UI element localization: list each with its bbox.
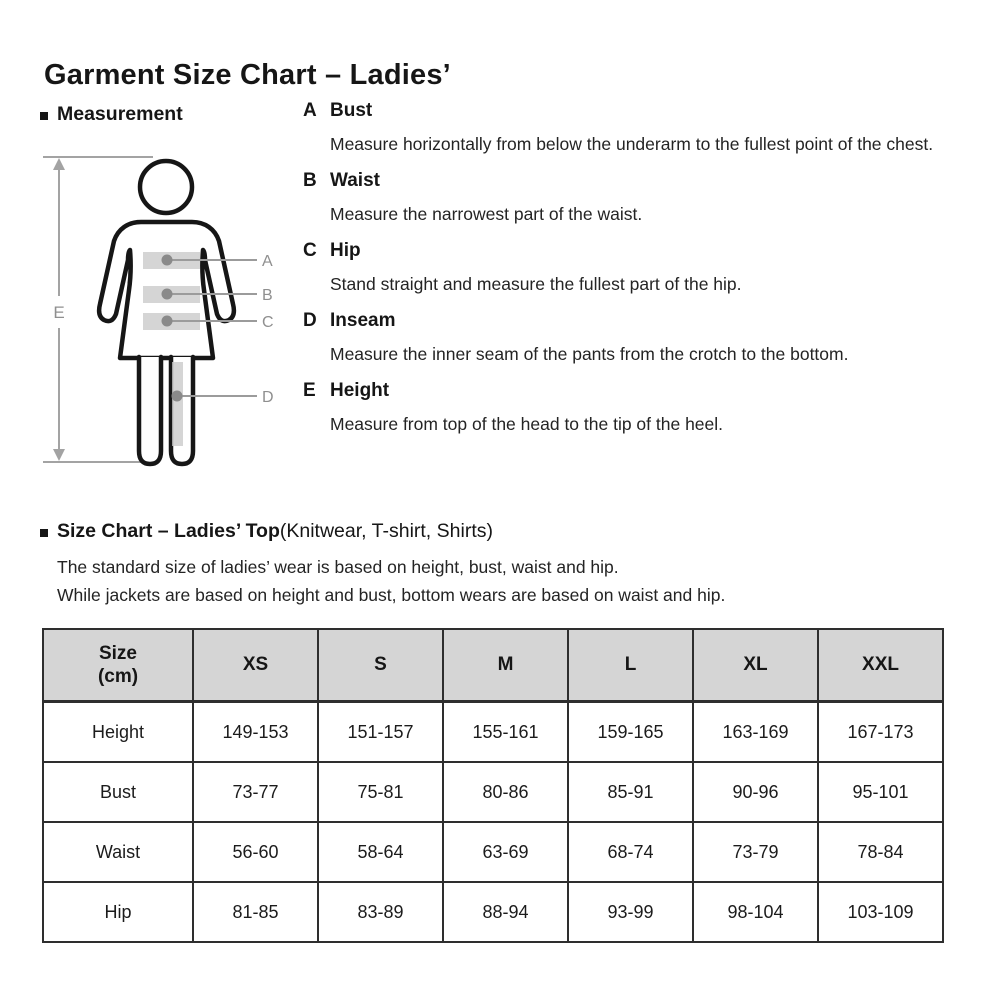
- woman-silhouette: [99, 161, 234, 464]
- size-chart-heading-normal: (Knitwear, T-shirt, Shirts): [279, 520, 493, 542]
- table-cell: 151-157: [318, 702, 443, 763]
- table-cell: 63-69: [443, 822, 568, 882]
- definition-letter: A: [303, 100, 317, 121]
- column-header-xs: XS: [193, 629, 318, 702]
- definition-height: [303, 380, 963, 438]
- table-cell: 78-84: [818, 822, 943, 882]
- figure-letter-labels: [262, 253, 274, 406]
- definition-description: Measure the narrowest part of the waist.: [330, 204, 643, 224]
- page-title: Garment Size Chart – Ladies’: [44, 59, 451, 92]
- row-label: Waist: [43, 822, 193, 882]
- table-cell: 167-173: [818, 702, 943, 763]
- size-chart-intro: [57, 553, 960, 609]
- definition-letter: D: [303, 310, 317, 331]
- definition-term: Waist: [330, 170, 380, 191]
- bullet-square-icon: [40, 112, 48, 120]
- definition-term: Inseam: [330, 310, 396, 331]
- intro-line-1: The standard size of ladies’ wear is based on height, bust, waist and hip.: [57, 557, 619, 577]
- figure-label-e: E: [53, 303, 65, 322]
- measurement-heading-label: Measurement: [57, 103, 183, 125]
- measurement-figure: [35, 138, 285, 478]
- figure-label-c: C: [262, 314, 274, 331]
- row-label: Height: [43, 702, 193, 763]
- arrow-up-icon: [53, 158, 65, 170]
- table-cell: 73-79: [693, 822, 818, 882]
- size-chart-section: [40, 520, 960, 943]
- left-leg-outline: [139, 357, 161, 464]
- definition-letter: B: [303, 170, 317, 191]
- size-table: [42, 628, 944, 943]
- table-cell: 85-91: [568, 762, 693, 822]
- definition-term: Hip: [330, 240, 361, 261]
- definition-letter: E: [303, 380, 316, 401]
- table-cell: 98-104: [693, 882, 818, 942]
- column-header-m: M: [443, 629, 568, 702]
- table-cell: 159-165: [568, 702, 693, 763]
- table-cell: 93-99: [568, 882, 693, 942]
- corner-header-line1: Size: [98, 642, 138, 664]
- table-row-hip: [43, 882, 943, 942]
- definition-hip: [303, 240, 963, 298]
- measurement-section-heading: [40, 103, 183, 126]
- row-label: Bust: [43, 762, 193, 822]
- size-chart-heading-bold: Size Chart – Ladies’ Top: [57, 520, 280, 542]
- row-label: Hip: [43, 882, 193, 942]
- column-header-xxl: XXL: [818, 629, 943, 702]
- head-circle: [140, 161, 192, 213]
- table-header-row: [43, 629, 943, 702]
- definition-description: Stand straight and measure the fullest part of the hip.: [330, 274, 742, 294]
- definition-inseam: [303, 310, 963, 368]
- table-row-height: [43, 702, 943, 763]
- definition-description: Measure the inner seam of the pants from the crotch to the bottom.: [330, 344, 849, 364]
- table-row-bust: [43, 762, 943, 822]
- column-header-l: L: [568, 629, 693, 702]
- table-cell: 56-60: [193, 822, 318, 882]
- inseam-band: [172, 362, 183, 446]
- definition-letter: C: [303, 240, 317, 261]
- arrow-down-icon: [53, 449, 65, 461]
- definition-description: Measure horizontally from below the underarm to the fullest point of the chest.: [330, 134, 934, 154]
- corner-header-line2: (cm): [97, 665, 139, 687]
- intro-line-2: While jackets are based on height and bust, bottom wears are based on waist and hip.: [57, 585, 726, 605]
- definition-term: Bust: [330, 100, 373, 121]
- table-cell: 80-86: [443, 762, 568, 822]
- table-cell: 95-101: [818, 762, 943, 822]
- definition-term: Height: [330, 380, 390, 401]
- table-cell: 58-64: [318, 822, 443, 882]
- table-row-waist: [43, 822, 943, 882]
- definition-waist: [303, 170, 963, 228]
- table-cell: 88-94: [443, 882, 568, 942]
- table-cell: 73-77: [193, 762, 318, 822]
- table-cell: 155-161: [443, 702, 568, 763]
- figure-label-a: A: [262, 253, 273, 270]
- table-cell: 68-74: [568, 822, 693, 882]
- figure-label-d: D: [262, 389, 274, 406]
- body-measurement-diagram-icon: [35, 138, 285, 478]
- measurement-definitions: [303, 100, 963, 450]
- column-header-s: S: [318, 629, 443, 702]
- bullet-square-icon: [40, 529, 48, 537]
- table-cell: 83-89: [318, 882, 443, 942]
- table-cell: 163-169: [693, 702, 818, 763]
- corner-header-cell: [43, 629, 193, 702]
- table-cell: 103-109: [818, 882, 943, 942]
- table-cell: 81-85: [193, 882, 318, 942]
- table-cell: 149-153: [193, 702, 318, 763]
- table-cell: 90-96: [693, 762, 818, 822]
- size-chart-heading: [40, 520, 960, 543]
- definition-description: Measure from top of the head to the tip of the heel.: [330, 414, 724, 434]
- definition-bust: [303, 100, 963, 158]
- figure-label-b: B: [262, 287, 273, 304]
- table-cell: 75-81: [318, 762, 443, 822]
- column-header-xl: XL: [693, 629, 818, 702]
